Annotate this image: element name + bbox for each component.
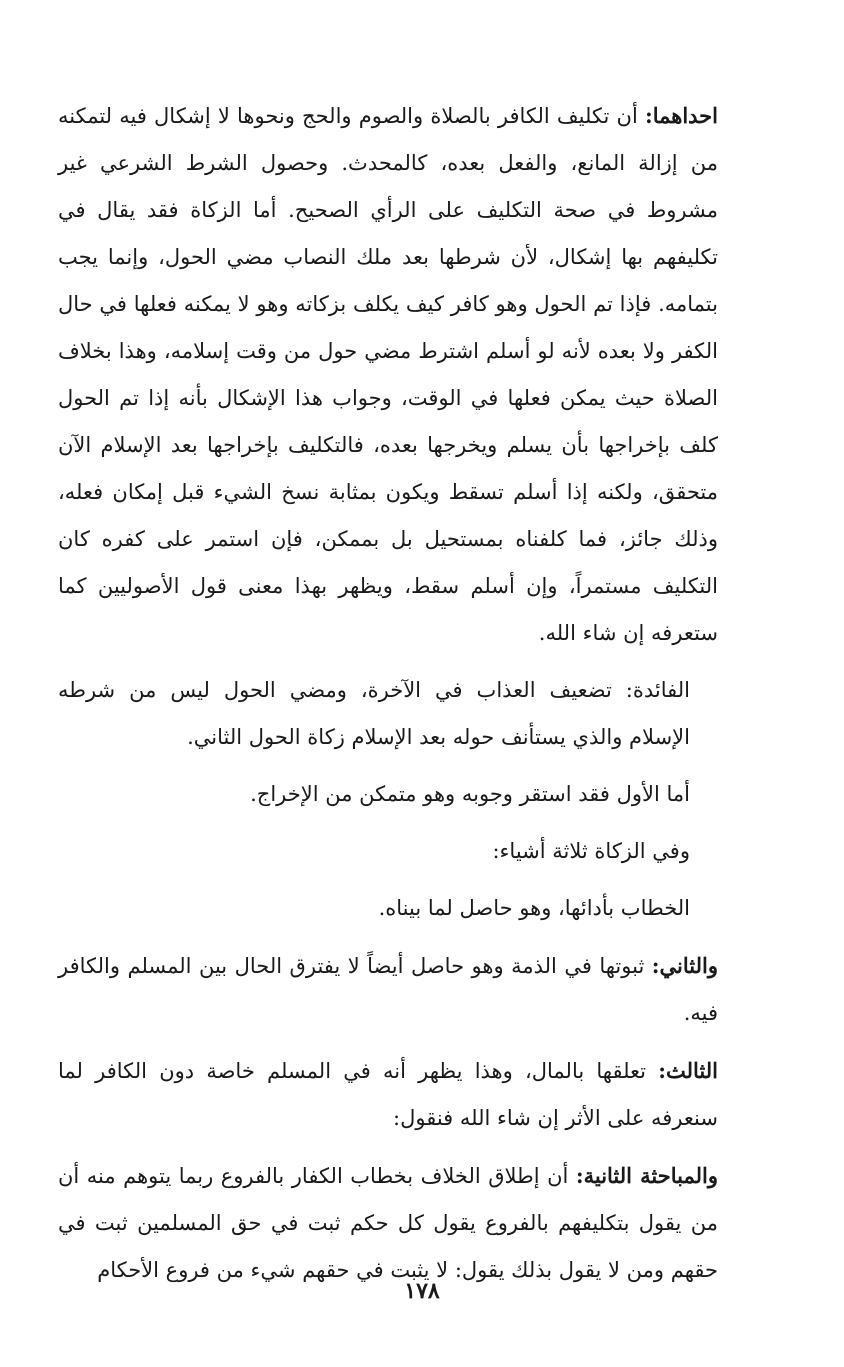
paragraph-first-issue (58, 92, 718, 657)
paragraph-text: أن تكليف الكافر بالصلاة والصوم والحج ونحوها لا إشكال فيه لتمكنه من إزالة المانع، والفعل بعده، كالمحدث. وحصول الشرط الشرعي غير مشروط في صحة التكليف على الرأي الصحيح. أما الزكاة فقد يقال في تكليفهم بها إشكال، لأن شرطها بعد ملك النصاب مضي الحول، وإنما يجب بتمامه. فإذا تم الحول وهو كافر كيف يكلف بزكاته وهو لا يمكنه فعلها في حال الكفر ولا بعده لأنه لو أسلم اشترط مضي حول من وقت إسلامه، وهذا بخلاف الصلاة حيث يمكن فعلها في الوقت، وجواب هذا الإشكال بأنه إذا تم الحول كلف بإخراجها بأن يسلم ويخرجها بعده، فالتكليف بإخراجها بعد الإسلام الآن متحقق، ولكنه إذا أسلم تسقط ويكون بمثابة نسخ الشيء قبل إمكان فعله، وذلك جائز، فما كلفناه بمستحيل بل بممكن، فإن استمر على كفره كان التكليف مستمراً، وإن أسلم سقط، ويظهر بهذا معنى قول الأصوليين كما ستعرفه إن شاء الله. (58, 104, 718, 645)
paragraph-text: تعلقها بالمال، وهذا يظهر أنه في المسلم خاصة دون الكافر لما سنعرفه على الأثر إن شاء الله فنقول: (58, 1059, 718, 1130)
body-text (58, 92, 718, 1294)
paragraph-second (58, 942, 718, 1037)
lead-third: الثالث: (658, 1058, 718, 1083)
paragraph-second-discussion (58, 1152, 718, 1294)
paragraph-text: وفي الزكاة ثلاثة أشياء: (492, 839, 690, 863)
lead-second: والثاني: (651, 953, 718, 978)
lead-second-discussion: والمباحثة الثانية: (575, 1163, 718, 1188)
paragraph-text: ثبوتها في الذمة وهو حاصل أيضاً لا يفترق الحال بين المسلم والكافر فيه. (58, 954, 718, 1025)
paragraph-third (58, 1047, 718, 1142)
paragraph-first-year (58, 771, 718, 818)
paragraph-text: الفائدة: تضعيف العذاب في الآخرة، ومضي الحول ليس من شرطه الإسلام والذي يستأنف حوله بعد الإسلام زكاة الحول الثاني. (58, 678, 690, 749)
page-number: ١٧٨ (404, 1278, 440, 1304)
paragraph-address (58, 885, 718, 932)
paragraph-text: الخطاب بأدائها، وهو حاصل لما بيناه. (378, 896, 690, 920)
lead-first-issue: احداهما: (644, 103, 718, 128)
paragraph-benefit (58, 667, 718, 761)
paragraph-text: أن إطلاق الخلاف بخطاب الكفار بالفروع ربما يتوهم منه أن من يقول بتكليفهم بالفروع يقول كل حكم ثبت في حق المسلمين ثبت في حقهم ومن لا يقول بذلك يقول: لا يثبت في حقهم شيء من فروع الأحكام (58, 1164, 718, 1282)
paragraph-three-things (58, 828, 718, 875)
paragraph-text: أما الأول فقد استقر وجوبه وهو متمكن من الإخراج. (250, 782, 690, 806)
